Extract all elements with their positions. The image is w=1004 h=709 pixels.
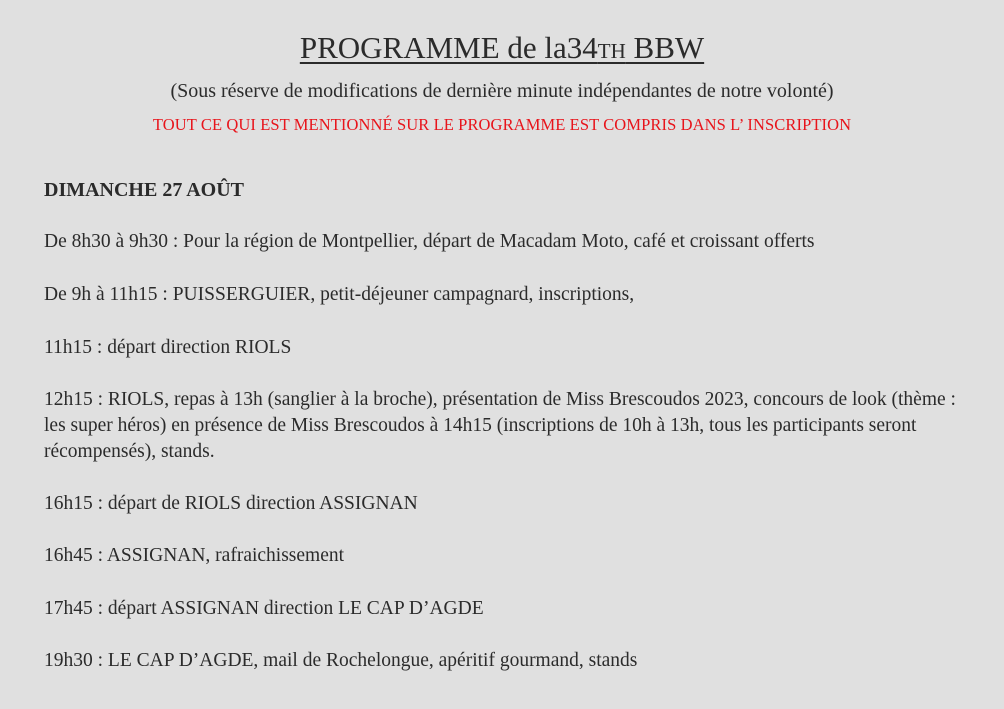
program-entry: 12h15 : RIOLS, repas à 13h (sanglier à la broche), présentation de Miss Brescoudos 2023, concours de look (thème : les super héros) en présence de Miss Brescoudos à 14h15 (inscriptions de 10h à 13h, tous les participants seront récompensés), stands. <box>44 389 956 462</box>
program-entry: 17h45 : départ ASSIGNAN direction LE CAP D’AGDE <box>44 598 484 619</box>
subtitle: (Sous réserve de modifications de dernière minute indépendantes de notre volonté) <box>170 80 834 102</box>
title-event: BBW <box>625 30 705 65</box>
title-main: PROGRAMME de la34 <box>299 30 598 65</box>
inscription-notice: TOUT CE QUI EST MENTIONNÉ SUR LE PROGRAMME EST COMPRIS DANS L’ INSCRIPTION <box>152 115 852 134</box>
title-text <box>300 28 704 71</box>
program-entry: 19h30 : LE CAP D’AGDE, mail de Rochelongue, apéritif gourmand, stands <box>44 650 638 671</box>
title-superscript: TH <box>597 39 626 63</box>
program-entry: De 8h30 à 9h30 : Pour la région de Montpellier, départ de Macadam Moto, café et croissant offerts <box>44 231 815 252</box>
day-heading: DIMANCHE 27 AOÛT <box>44 179 245 201</box>
program-entry: 16h15 : départ de RIOLS direction ASSIGNAN <box>44 493 418 514</box>
page-title <box>0 28 1004 71</box>
program-entry: 16h45 : ASSIGNAN, rafraichissement <box>44 545 345 566</box>
program-entry: De 9h à 11h15 : PUISSERGUIER, petit-déjeuner campagnard, inscriptions, <box>44 284 635 305</box>
program-entry: 11h15 : départ direction RIOLS <box>44 337 292 358</box>
